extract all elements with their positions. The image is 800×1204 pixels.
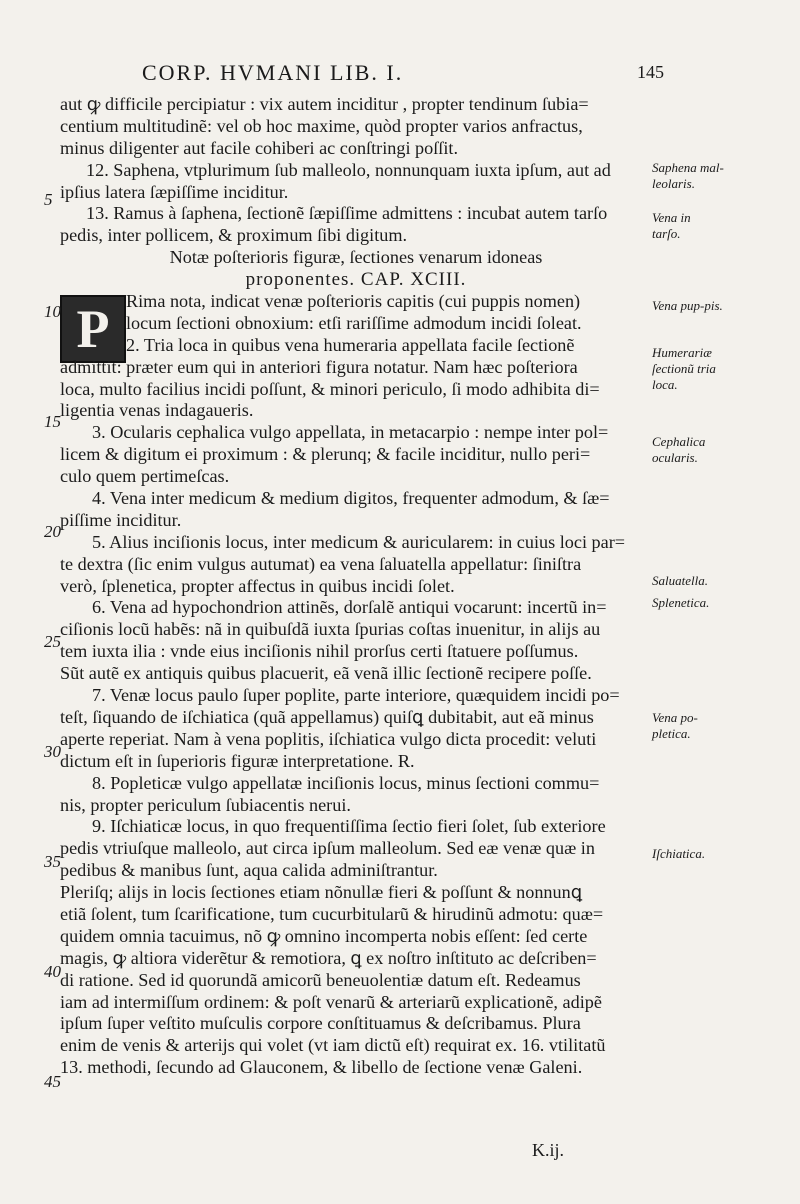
text-line: ipſius latera ſæpiſſime inciditur. xyxy=(60,181,289,202)
margin-note: Cephalica ocularis. xyxy=(652,434,706,465)
text-line: 4. Vena inter medicum & medium digitos, frequenter admodum, & ſæ= xyxy=(92,488,610,509)
text-line: 13. methodi, ſecundo ad Glauconem, & libello de ſectione venæ Galeni. xyxy=(60,1057,583,1078)
text-line: di ratione. Sed id quorundã amicorũ beneuolentiæ datum eſt. Redeamus xyxy=(60,969,581,990)
text-line: licem & digitum ei proximum : & plerunq; & facile inciditur, nullo peri= xyxy=(60,444,591,465)
text-line: 7. Venæ locus paulo ſuper poplite, parte interiore, quæquidem incidi po= xyxy=(92,685,620,706)
line-number: 10 xyxy=(44,302,61,321)
text-line: centium multitudinẽ: vel ob hoc maxime, quòd propter varios anfractus, xyxy=(60,115,583,136)
text-line: Sũt autẽ ex antiquis quibus placuerit, eã venã illic ſectionẽ recipere poſſe. xyxy=(60,663,592,684)
text-line: quidem omnia tacuimus, nõ ꝙ omnino incomperta nobis eſſent: ſed certe xyxy=(60,925,588,946)
text-line: tem iuxta ilia : vnde eius inciſionis nihil prorſus certi ſtatuere poſſumus. xyxy=(60,641,579,662)
chapter-heading: Notæ poſterioris figuræ, ſectiones venarum idoneas xyxy=(169,247,543,268)
text-line: pedis vtriuſque malleolo, aut circa ipſum malleolum. Sed eæ venæ quæ in xyxy=(60,838,595,859)
margin-note: Saluatella. xyxy=(652,573,708,588)
text-line: 6. Vena ad hypochondrion attinẽs, dorſalẽ antiqui vocarunt: incertũ in= xyxy=(92,597,607,618)
body-text xyxy=(60,94,652,1079)
margin-note: Vena po-pletica. xyxy=(652,710,698,741)
margin-note: Vena pup-pis. xyxy=(652,298,723,313)
text-line: Pleriſq; alijs in locis ſectiones etiam nõnullæ fieri & poſſunt & nonnunꝗ xyxy=(60,882,583,903)
signature-mark: K.ij. xyxy=(532,1140,565,1160)
line-number: 25 xyxy=(44,632,61,651)
text-line: 12. Saphena, vtplurimum ſub malleolo, nonnunquam iuxta ipſum, aut ad xyxy=(86,159,611,180)
text-line: 9. Iſchiaticæ locus, in quo frequentiſſima ſectio fieri ſolet, ſub exteriore xyxy=(92,816,606,837)
margin-note: Humerariæ ſectionũ tria loca. xyxy=(652,345,716,392)
line-number: 30 xyxy=(44,742,61,761)
text-line: Rima nota, indicat venæ poſterioris capitis (cui puppis nomen) xyxy=(126,291,581,312)
text-line: iam ad intermiſſum ordinem: & poſt venarũ & arteriarũ explicationẽ, adipẽ xyxy=(60,991,602,1012)
text-line: 3. Ocularis cephalica vulgo appellata, in metacarpio : nempe inter pol= xyxy=(92,422,609,443)
text-line: enim de venis & arterijs qui volet (vt iam dictũ eſt) requirat ex. 16. vtilitatũ xyxy=(60,1035,606,1056)
text-line: piſſime inciditur. xyxy=(60,509,182,530)
text-line: loca, multo facilius incidi poſſunt, & minori periculo, ſi modo adhibita di= xyxy=(60,378,600,399)
margin-note: Splenetica. xyxy=(652,595,710,610)
text-line: 2. Tria loca in quibus vena humeraria appellata facile ſectionẽ xyxy=(126,334,575,355)
margin-note: Saphena mal-leolaris. xyxy=(652,160,724,191)
text-line: ciſionis locũ habẽs: nã in quibuſdã iuxta ſpurias coſtas inuenitur, in alijs au xyxy=(60,619,601,640)
text-line: nis, propter periculum ſubiacentis nerui. xyxy=(60,794,351,815)
page-number: 145 xyxy=(637,62,664,82)
chapter-number: proponentes. CAP. XCIII. xyxy=(245,269,467,291)
text-line: 13. Ramus à ſaphena, ſectionẽ ſæpiſſime admittens : incubat autem tarſo xyxy=(86,203,608,224)
text-line: culo quem pertimeſcas. xyxy=(60,466,230,487)
text-line: dictum eſt in ſuperioris figuræ interpretatione. R. xyxy=(60,750,415,771)
text-line: ligentia venas indagaueris. xyxy=(60,400,254,421)
text-line: 8. Popleticæ vulgo appellatæ inciſionis locus, minus ſectioni commu= xyxy=(92,772,600,793)
text-line: pedibus & manibus ſunt, aqua calida adminiſtrantur. xyxy=(60,860,438,881)
text-line: etiã ſolent, tum ſcarificatione, tum cucurbitularũ & hirudinũ admotu: quæ= xyxy=(60,903,604,924)
text-line: minus diligenter aut facile cohiberi ac conſtringi poſſit. xyxy=(60,137,458,158)
text-line: te dextra (ſic enim vulgus autumat) ea vena ſaluatella appellatur: ſiniſtra xyxy=(60,553,582,574)
line-number: 40 xyxy=(44,962,61,981)
margin-note: Iſchiatica. xyxy=(652,846,706,861)
line-number: 20 xyxy=(44,522,61,541)
line-number: 5 xyxy=(44,190,53,209)
margin-note: Vena in tarſo. xyxy=(652,210,691,241)
line-number: 15 xyxy=(44,412,61,431)
text-line: aperte reperiat. Nam à vena poplitis, iſchiatica vulgo dicta procedit: veluti xyxy=(60,728,597,749)
drop-initial: P xyxy=(60,295,126,363)
text-line: pedis, inter pollicem, & proximum ſibi digitum. xyxy=(60,225,408,246)
line-number: 35 xyxy=(44,852,61,871)
text-line: teſt, ſiquando de iſchiatica (quã appellamus) quiſꝗ dubitabit, aut eã minus xyxy=(60,706,594,727)
text-line: admittit: præter eum qui in anteriori figura notatur. Nam hæc poſteriora xyxy=(60,356,578,377)
text-line: locum ſectioni obnoxium: etſi rariſſime admodum incidi ſoleat. xyxy=(126,312,582,333)
text-line: magis, ꝙ altiora viderẽtur & remotiora, ꝗ ex noſtro inſtituto ac deſcriben= xyxy=(60,947,597,968)
text-line: 5. Alius inciſionis locus, inter medicum & auricularem: in cuius loci par= xyxy=(92,531,626,552)
text-line: verò, ſplenetica, propter affectus in quibus incidi ſolet. xyxy=(60,575,455,596)
text-line: aut ꝙ difficile percipiatur : vix autem inciditur , propter tendinum ſubia= xyxy=(60,94,589,114)
text-line: ipſum ſuper veſtito muſculis corpore conſtituamus & deſcribamus. Plura xyxy=(60,1013,581,1034)
line-number: 45 xyxy=(44,1072,61,1091)
running-head: CORP. HVMANI LIB. I. xyxy=(142,60,404,85)
